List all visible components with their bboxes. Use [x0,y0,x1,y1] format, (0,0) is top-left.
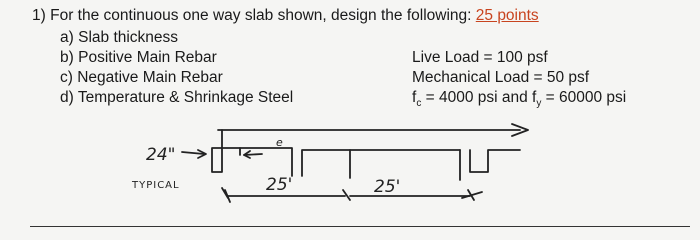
middle-beam [302,150,460,176]
dim-tick-left [222,188,230,202]
dim-tick-right [462,190,482,200]
slab-mark: e [276,136,283,149]
question-prompt: For the continuous one way slab shown, design the following: [50,7,472,24]
beam-width-label: 24" [146,145,176,165]
left-beam-stem [212,130,240,172]
item-positive-rebar: b) Positive Main Rebar [60,49,217,66]
dim-tick-mid [343,190,350,200]
item-temperature-steel: d) Temperature & Shrinkage Steel [60,89,294,106]
typical-label: TYPICAL [132,180,180,191]
question-number: 1) [32,7,46,24]
given-mechanical-load: Mechanical Load = 50 psf [412,69,590,86]
given-live-load: Live Load = 100 psf [412,49,548,66]
item-slab-thickness: a) Slab thickness [60,29,179,46]
given-material-strengths: $f_c = 4000$ psi and $f_y = 60000$ psi [412,89,627,110]
span-2-label: 25' [374,177,401,197]
question-points: 25 points [475,7,539,24]
span-1-label: 25' [266,175,293,195]
item-negative-rebar: c) Negative Main Rebar [60,69,223,86]
right-beam-stem [460,150,520,180]
bottom-divider [30,226,690,227]
